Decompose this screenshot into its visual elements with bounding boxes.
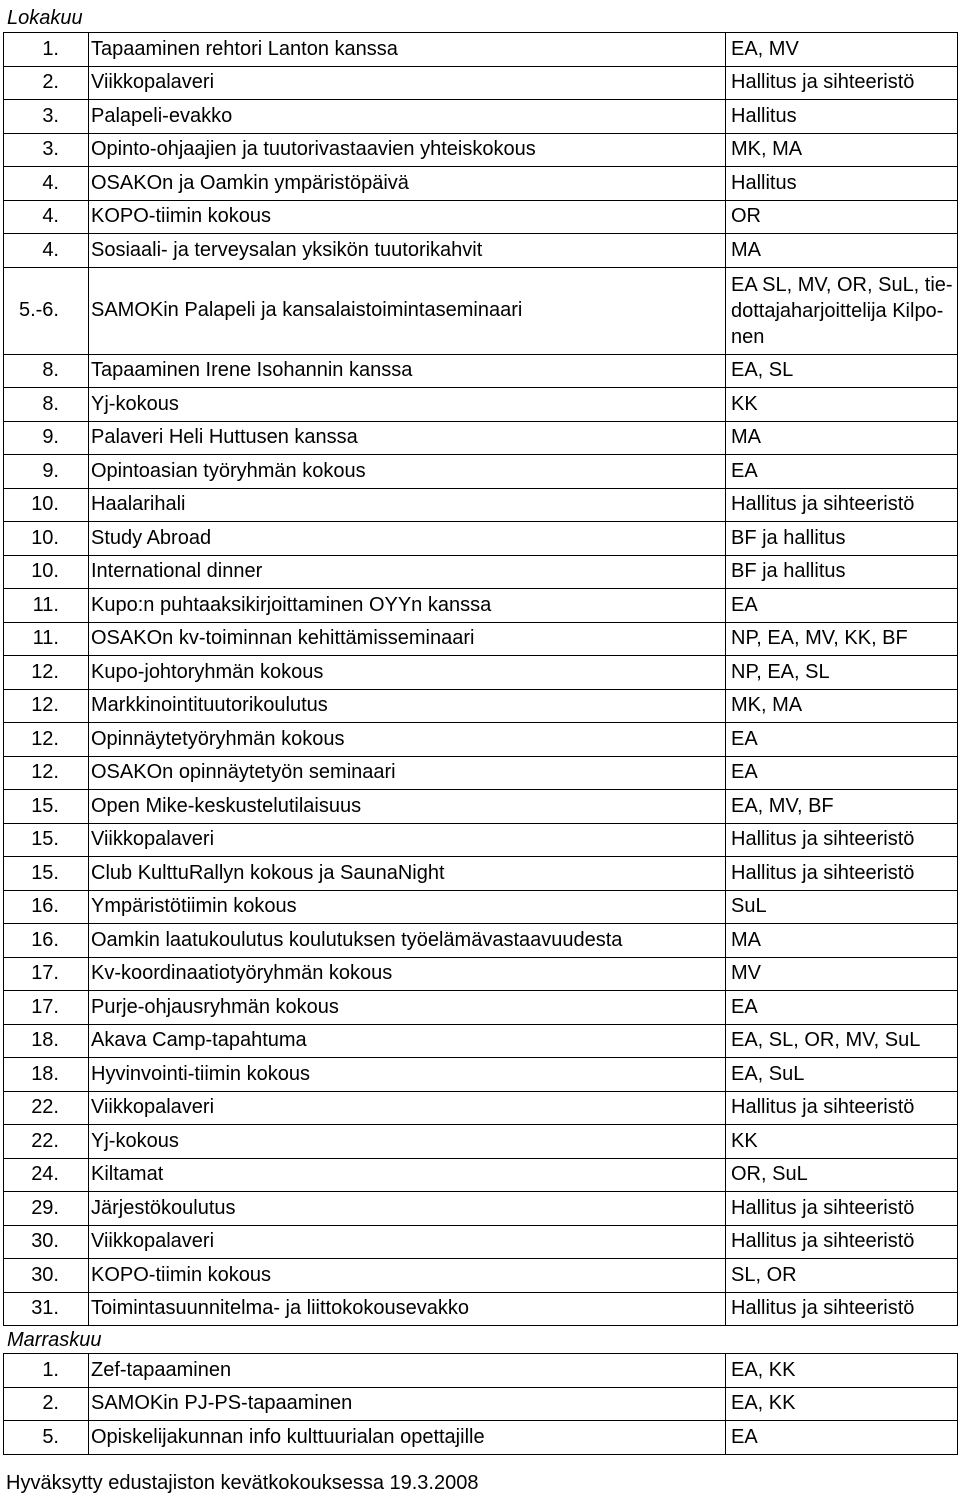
day-cell: 8. bbox=[4, 354, 89, 388]
table-row bbox=[4, 1354, 958, 1388]
day-cell: 16. bbox=[4, 890, 89, 924]
event-cell: Toimintasuunnitelma- ja liittokokousevakko bbox=[89, 1292, 726, 1326]
participants-cell: EA, MV bbox=[726, 33, 958, 67]
table-row bbox=[4, 1225, 958, 1259]
table-row bbox=[4, 723, 958, 757]
day-cell: 22. bbox=[4, 1125, 89, 1159]
table-row bbox=[4, 857, 958, 891]
day-cell: 4. bbox=[4, 167, 89, 201]
day-cell: 2. bbox=[4, 66, 89, 100]
event-cell: Purje-ohjausryhmän kokous bbox=[89, 991, 726, 1025]
table-row bbox=[4, 1421, 958, 1455]
event-cell: Opiskelijakunnan info kulttuurialan opettajille bbox=[89, 1421, 726, 1455]
participants-cell: Hallitus ja sihteeristö bbox=[726, 857, 958, 891]
approval-footer: Hyväksytty edustajiston kevätkokouksessa 19.3.2008 bbox=[6, 1472, 479, 1494]
event-cell: SAMOKin Palapeli ja kansalaistoimintaseminaari bbox=[89, 267, 726, 354]
participants-cell: EA bbox=[726, 723, 958, 757]
day-cell: 30. bbox=[4, 1225, 89, 1259]
table-row bbox=[4, 1158, 958, 1192]
day-cell: 15. bbox=[4, 823, 89, 857]
table-row bbox=[4, 421, 958, 455]
participants-cell: Hallitus ja sihteeristö bbox=[726, 823, 958, 857]
participants-cell: NP, EA, SL bbox=[726, 656, 958, 690]
day-cell: 10. bbox=[4, 522, 89, 556]
event-cell: OSAKOn kv-toiminnan kehittämisseminaari bbox=[89, 622, 726, 656]
participants-cell: KK bbox=[726, 1125, 958, 1159]
participants-cell: MK, MA bbox=[726, 689, 958, 723]
participants-cell: Hallitus ja sihteeristö bbox=[726, 1192, 958, 1226]
event-cell: Yj-kokous bbox=[89, 388, 726, 422]
day-cell: 9. bbox=[4, 421, 89, 455]
participants-cell: Hallitus bbox=[726, 167, 958, 201]
participants-cell: EA bbox=[726, 455, 958, 489]
day-cell: 5. bbox=[4, 1421, 89, 1455]
event-cell: KOPO-tiimin kokous bbox=[89, 1259, 726, 1293]
participants-cell: EA, SL bbox=[726, 354, 958, 388]
table-row bbox=[4, 790, 958, 824]
day-cell: 17. bbox=[4, 957, 89, 991]
event-cell: Kv-koordinaatiotyöryhmän kokous bbox=[89, 957, 726, 991]
day-cell: 8. bbox=[4, 388, 89, 422]
day-cell: 11. bbox=[4, 589, 89, 623]
event-cell: Study Abroad bbox=[89, 522, 726, 556]
participants-cell: BF ja hallitus bbox=[726, 555, 958, 589]
table-row bbox=[4, 488, 958, 522]
event-cell: Järjestökoulutus bbox=[89, 1192, 726, 1226]
event-cell: Opinto-ohjaajien ja tuutorivastaavien yhteiskokous bbox=[89, 133, 726, 167]
participants-cell: BF ja hallitus bbox=[726, 522, 958, 556]
participants-cell: EA, SuL bbox=[726, 1058, 958, 1092]
event-cell: OSAKOn ja Oamkin ympäristöpäivä bbox=[89, 167, 726, 201]
marraskuu-table bbox=[3, 1353, 958, 1455]
participants-cell: EA, SL, OR, MV, SuL bbox=[726, 1024, 958, 1058]
participants-cell: MV bbox=[726, 957, 958, 991]
participants-cell: EA bbox=[726, 589, 958, 623]
participants-cell: SuL bbox=[726, 890, 958, 924]
event-cell: Kupo:n puhtaaksikirjoittaminen OYYn kanssa bbox=[89, 589, 726, 623]
event-cell: Markkinointituutorikoulutus bbox=[89, 689, 726, 723]
table-row bbox=[4, 924, 958, 958]
event-cell: Oamkin laatukoulutus koulutuksen työelämävastaavuudesta bbox=[89, 924, 726, 958]
day-cell: 15. bbox=[4, 790, 89, 824]
event-cell: KOPO-tiimin kokous bbox=[89, 200, 726, 234]
event-cell: Viikkopalaveri bbox=[89, 1225, 726, 1259]
table-row bbox=[4, 1091, 958, 1125]
table-row bbox=[4, 991, 958, 1025]
participants-cell: KK bbox=[726, 388, 958, 422]
event-cell: Palaveri Heli Huttusen kanssa bbox=[89, 421, 726, 455]
table-row bbox=[4, 1292, 958, 1326]
event-cell: Kiltamat bbox=[89, 1158, 726, 1192]
table-row bbox=[4, 1024, 958, 1058]
day-cell: 4. bbox=[4, 234, 89, 268]
day-cell: 29. bbox=[4, 1192, 89, 1226]
day-cell: 17. bbox=[4, 991, 89, 1025]
table-row bbox=[4, 354, 958, 388]
event-cell: OSAKOn opinnäytetyön seminaari bbox=[89, 756, 726, 790]
participants-cell: Hallitus ja sihteeristö bbox=[726, 66, 958, 100]
day-cell: 12. bbox=[4, 723, 89, 757]
event-cell: Open Mike-keskustelutilaisuus bbox=[89, 790, 726, 824]
event-cell: Viikkopalaveri bbox=[89, 823, 726, 857]
event-cell: International dinner bbox=[89, 555, 726, 589]
lokakuu-table-body bbox=[4, 33, 958, 1326]
table-row bbox=[4, 388, 958, 422]
day-cell: 3. bbox=[4, 100, 89, 134]
participants-cell: NP, EA, MV, KK, BF bbox=[726, 622, 958, 656]
table-row bbox=[4, 1387, 958, 1421]
participants-cell: MK, MA bbox=[726, 133, 958, 167]
event-cell: Yj-kokous bbox=[89, 1125, 726, 1159]
table-row bbox=[4, 689, 958, 723]
event-cell: Opintoasian työryhmän kokous bbox=[89, 455, 726, 489]
day-cell: 18. bbox=[4, 1024, 89, 1058]
event-cell: Tapaaminen Irene Isohannin kanssa bbox=[89, 354, 726, 388]
table-row bbox=[4, 756, 958, 790]
table-row bbox=[4, 890, 958, 924]
participants-cell: MA bbox=[726, 234, 958, 268]
table-row bbox=[4, 622, 958, 656]
day-cell: 12. bbox=[4, 689, 89, 723]
day-cell: 10. bbox=[4, 555, 89, 589]
day-cell: 4. bbox=[4, 200, 89, 234]
day-cell: 1. bbox=[4, 1354, 89, 1388]
table-row bbox=[4, 100, 958, 134]
participants-cell: Hallitus ja sihteeristö bbox=[726, 488, 958, 522]
event-cell: Zef-tapaaminen bbox=[89, 1354, 726, 1388]
event-cell: Hyvinvointi-tiimin kokous bbox=[89, 1058, 726, 1092]
participants-cell: MA bbox=[726, 421, 958, 455]
participants-cell: EA, MV, BF bbox=[726, 790, 958, 824]
section-title-lokakuu: Lokakuu bbox=[7, 7, 83, 29]
event-cell: Tapaaminen rehtori Lanton kanssa bbox=[89, 33, 726, 67]
section-title-marraskuu: Marraskuu bbox=[7, 1329, 102, 1351]
day-cell: 3. bbox=[4, 133, 89, 167]
table-row bbox=[4, 957, 958, 991]
day-cell: 5.-6. bbox=[4, 267, 89, 354]
participants-cell: EA, KK bbox=[726, 1354, 958, 1388]
marraskuu-table-body bbox=[4, 1354, 958, 1455]
table-row bbox=[4, 33, 958, 67]
participants-cell: Hallitus bbox=[726, 100, 958, 134]
event-cell: Viikkopalaveri bbox=[89, 1091, 726, 1125]
participants-cell: EA, KK bbox=[726, 1387, 958, 1421]
day-cell: 9. bbox=[4, 455, 89, 489]
participants-cell: EA bbox=[726, 991, 958, 1025]
event-cell: Ympäristötiimin kokous bbox=[89, 890, 726, 924]
table-row bbox=[4, 589, 958, 623]
table-row bbox=[4, 522, 958, 556]
table-row bbox=[4, 555, 958, 589]
day-cell: 15. bbox=[4, 857, 89, 891]
day-cell: 24. bbox=[4, 1158, 89, 1192]
event-cell: Opinnäytetyöryhmän kokous bbox=[89, 723, 726, 757]
table-row bbox=[4, 656, 958, 690]
participants-cell: Hallitus ja sihteeristö bbox=[726, 1091, 958, 1125]
table-row bbox=[4, 823, 958, 857]
table-row bbox=[4, 66, 958, 100]
participants-cell: Hallitus ja sihteeristö bbox=[726, 1292, 958, 1326]
day-cell: 30. bbox=[4, 1259, 89, 1293]
participants-cell: OR bbox=[726, 200, 958, 234]
table-row bbox=[4, 455, 958, 489]
event-cell: Viikkopalaveri bbox=[89, 66, 726, 100]
day-cell: 31. bbox=[4, 1292, 89, 1326]
event-cell: SAMOKin PJ-PS-tapaaminen bbox=[89, 1387, 726, 1421]
participants-cell: OR, SuL bbox=[726, 1158, 958, 1192]
participants-cell: EA bbox=[726, 1421, 958, 1455]
day-cell: 2. bbox=[4, 1387, 89, 1421]
day-cell: 22. bbox=[4, 1091, 89, 1125]
participants-cell: EA SL, MV, OR, SuL, tie-dottajaharjoittelija Kilpo-nen bbox=[726, 267, 958, 354]
table-row bbox=[4, 1125, 958, 1159]
table-row bbox=[4, 1259, 958, 1293]
day-cell: 10. bbox=[4, 488, 89, 522]
table-row bbox=[4, 1058, 958, 1092]
participants-cell: MA bbox=[726, 924, 958, 958]
day-cell: 16. bbox=[4, 924, 89, 958]
table-row bbox=[4, 200, 958, 234]
lokakuu-table bbox=[3, 32, 958, 1326]
day-cell: 12. bbox=[4, 656, 89, 690]
event-cell: Club KulttuRallyn kokous ja SaunaNight bbox=[89, 857, 726, 891]
table-row bbox=[4, 133, 958, 167]
participants-cell: Hallitus ja sihteeristö bbox=[726, 1225, 958, 1259]
participants-cell: SL, OR bbox=[726, 1259, 958, 1293]
table-row bbox=[4, 167, 958, 201]
day-cell: 18. bbox=[4, 1058, 89, 1092]
day-cell: 1. bbox=[4, 33, 89, 67]
table-row bbox=[4, 267, 958, 354]
day-cell: 11. bbox=[4, 622, 89, 656]
table-row bbox=[4, 1192, 958, 1226]
day-cell: 12. bbox=[4, 756, 89, 790]
table-row bbox=[4, 234, 958, 268]
event-cell: Palapeli-evakko bbox=[89, 100, 726, 134]
event-cell: Kupo-johtoryhmän kokous bbox=[89, 656, 726, 690]
event-cell: Akava Camp-tapahtuma bbox=[89, 1024, 726, 1058]
event-cell: Haalarihali bbox=[89, 488, 726, 522]
participants-cell: EA bbox=[726, 756, 958, 790]
event-cell: Sosiaali- ja terveysalan yksikön tuutorikahvit bbox=[89, 234, 726, 268]
